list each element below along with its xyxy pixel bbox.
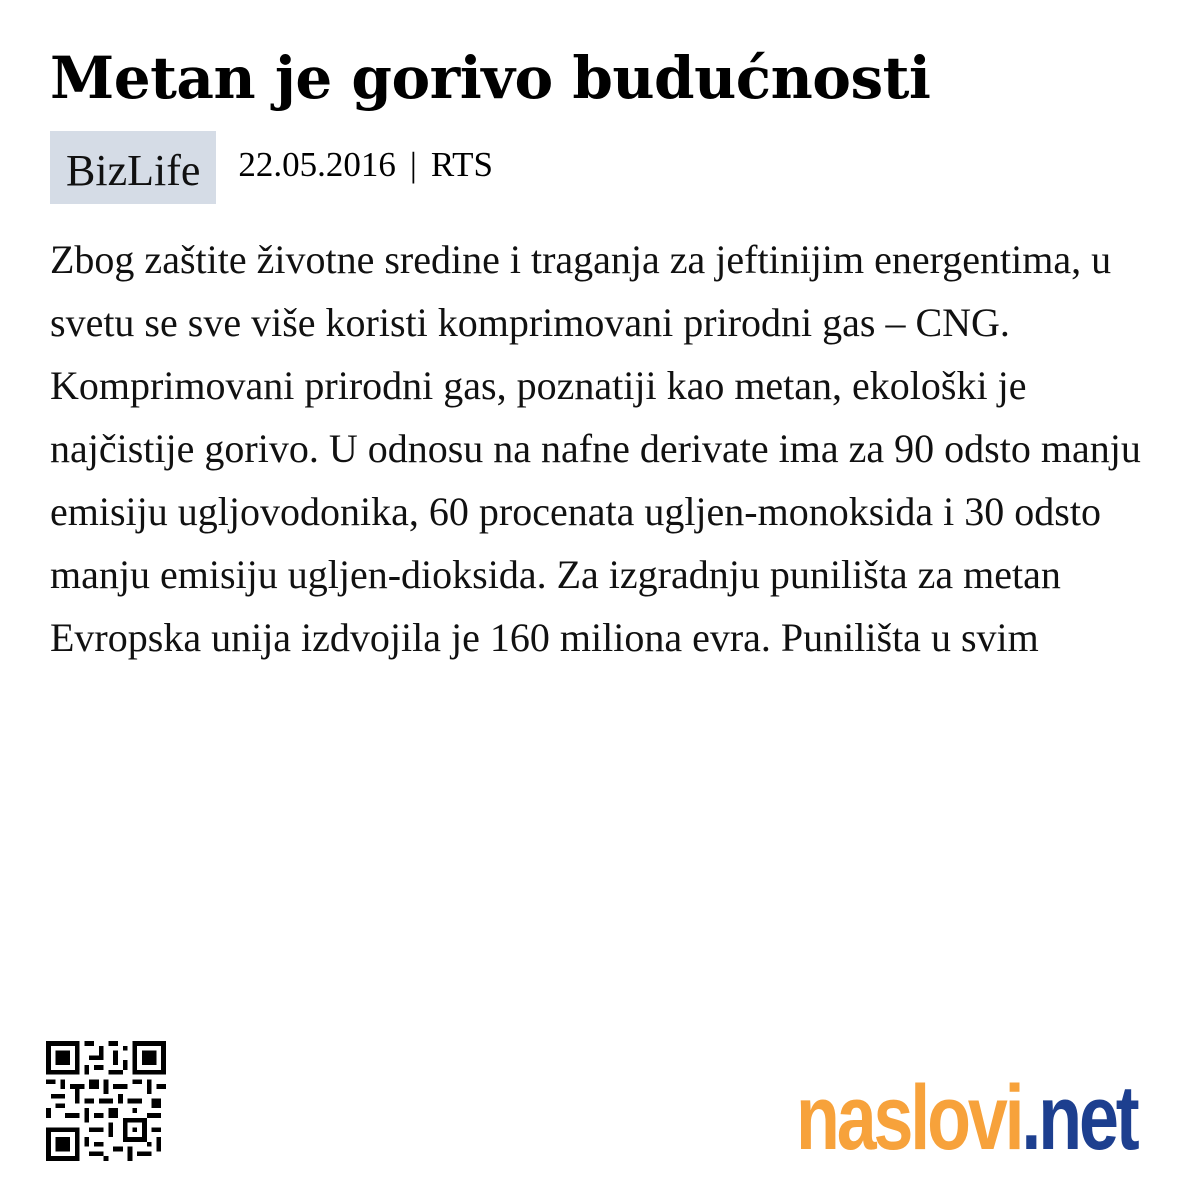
article-source: RTS xyxy=(430,145,493,184)
article-body: Zbog zaštite životne sredine i traganja za jeftinijim energentima, u svetu se sve više koristi komprimovani prirodni gas – CNG. Komprimovani prirodni gas, poznatiji kao metan, ekološki je najčistije gorivo. U odnosu na nafne derivate ima za 90 odsto manju emisiju ugljovodonika, 60 procenata ugljen-monoksida i 30 odsto manju emisiju ugljen-dioksida. Za izgradnju punilišta za metan Evropska unija izdvojila je 160 miliona evra. Punilišta u svim xyxy=(50,237,1141,660)
category-badge[interactable]: BizLife xyxy=(50,131,216,204)
article-meta xyxy=(50,131,493,204)
article-date: 22.05.2016 xyxy=(238,145,396,184)
article-page xyxy=(50,0,1160,1200)
naslovi-net-logo[interactable] xyxy=(796,1068,1137,1168)
article-title: Metan je gorivo budućnosti xyxy=(50,44,931,112)
meta-separator: | xyxy=(409,145,417,184)
logo-part-net: .net xyxy=(1021,1067,1137,1169)
qr-code-icon xyxy=(46,1038,166,1164)
logo-part-naslovi: naslovi xyxy=(796,1067,1022,1169)
meta-line xyxy=(238,145,493,185)
